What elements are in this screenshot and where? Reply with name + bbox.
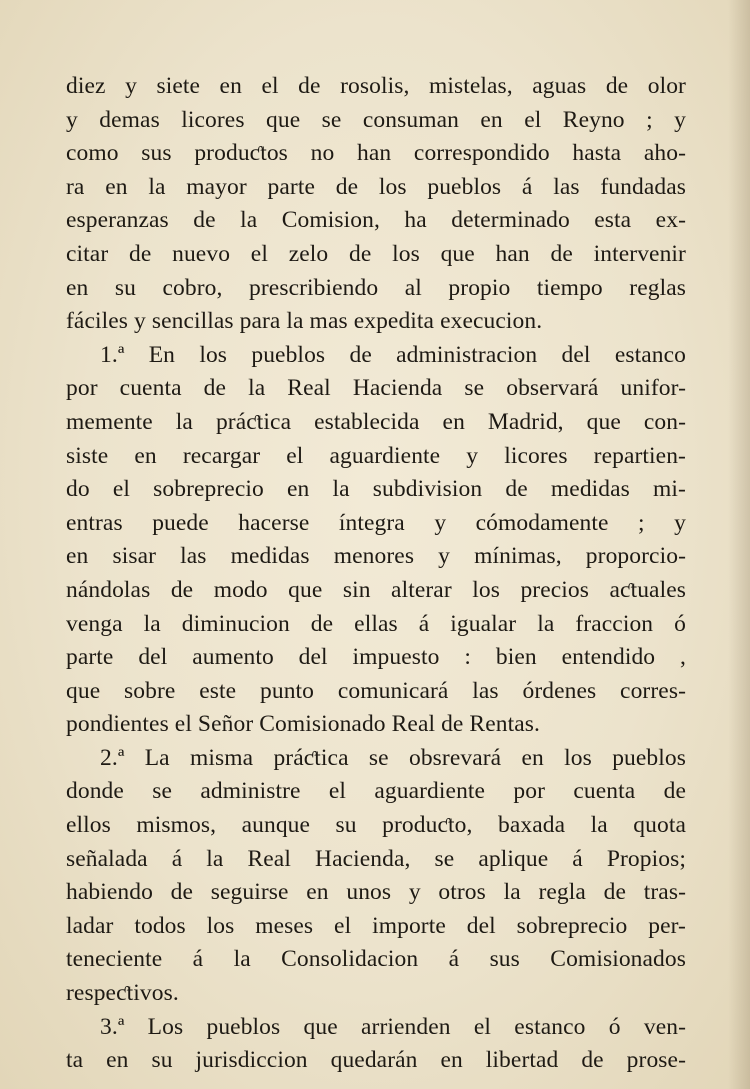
text-line: señalada á la Real Hacienda, se aplique á Propios;	[66, 845, 686, 872]
paragraph-3-start: 3.ª Los pueblos que arrienden el estanco ó ven-	[100, 1013, 686, 1040]
text-line: teneciente á la Consolidacion á sus Comisionados	[66, 946, 686, 973]
text-line: siste en recargar el aguardiente y licores repartien-	[66, 442, 686, 469]
text-line: ladar todos los meses el importe del sobreprecio per-	[66, 912, 686, 939]
text-line: diez y siete en el de rosolis, mistelas, aguas de olor	[66, 73, 686, 99]
text-line: donde se administre el aguardiente por cuenta de	[66, 778, 686, 805]
text-line: y demas licores que se consuman en el Reyno ; y	[66, 106, 686, 133]
text-line: ra en la mayor parte de los pueblos á las fundadas	[66, 173, 686, 200]
text-line: esperanzas de la Comision, ha determinado esta ex-	[66, 207, 686, 234]
text-line: ellos mismos, aunque su produƈto, baxada la quota	[66, 812, 686, 839]
text-line: fáciles y sencillas para la mas expedita execucion.	[66, 308, 543, 335]
text-line: en su cobro, prescribiendo al propio tiempo reglas	[66, 274, 686, 301]
text-line: como sus produƈtos no han correspondido hasta aho-	[66, 140, 686, 167]
text-line: venga la diminucion de ellas á igualar la fraccion ó	[66, 610, 686, 637]
text-line: memente la práƈtica establecida en Madrid, que con-	[66, 408, 686, 435]
text-line: que sobre este punto comunicará las órdenes corres-	[66, 677, 686, 704]
text-line: ta en su jurisdiccion quedarán en libertad de prose-	[66, 1047, 686, 1074]
text-line: nándolas de modo que sin alterar los precios aƈtuales	[66, 576, 686, 603]
text-line: do el sobreprecio en la subdivision de medidas mi-	[66, 476, 686, 503]
text-line: en sisar las medidas menores y mínimas, proporcio-	[66, 543, 686, 570]
text-line: habiendo de seguirse en unos y otros la regla de tras-	[66, 879, 686, 906]
text-line: parte del aumento del impuesto : bien entendido ,	[66, 644, 686, 671]
paragraph-2-start: 2.ª La misma práƈtica se obsrevará en los pueblos	[100, 744, 686, 771]
text-line: entras puede hacerse íntegra y cómodamente ; y	[66, 509, 686, 536]
text-line: pondientes el Señor Comisionado Real de Rentas.	[66, 711, 540, 738]
body-text	[66, 70, 686, 1078]
text-line: respeƈtivos.	[66, 980, 179, 1007]
page-edge-shadow	[728, 0, 750, 1089]
text-line: citar de nuevo el zelo de los que han de intervenir	[66, 240, 686, 267]
text-line: por cuenta de la Real Hacienda se observará unifor-	[66, 375, 686, 402]
paragraph-1-start: 1.ª En los pueblos de administracion del estanco	[100, 341, 686, 368]
